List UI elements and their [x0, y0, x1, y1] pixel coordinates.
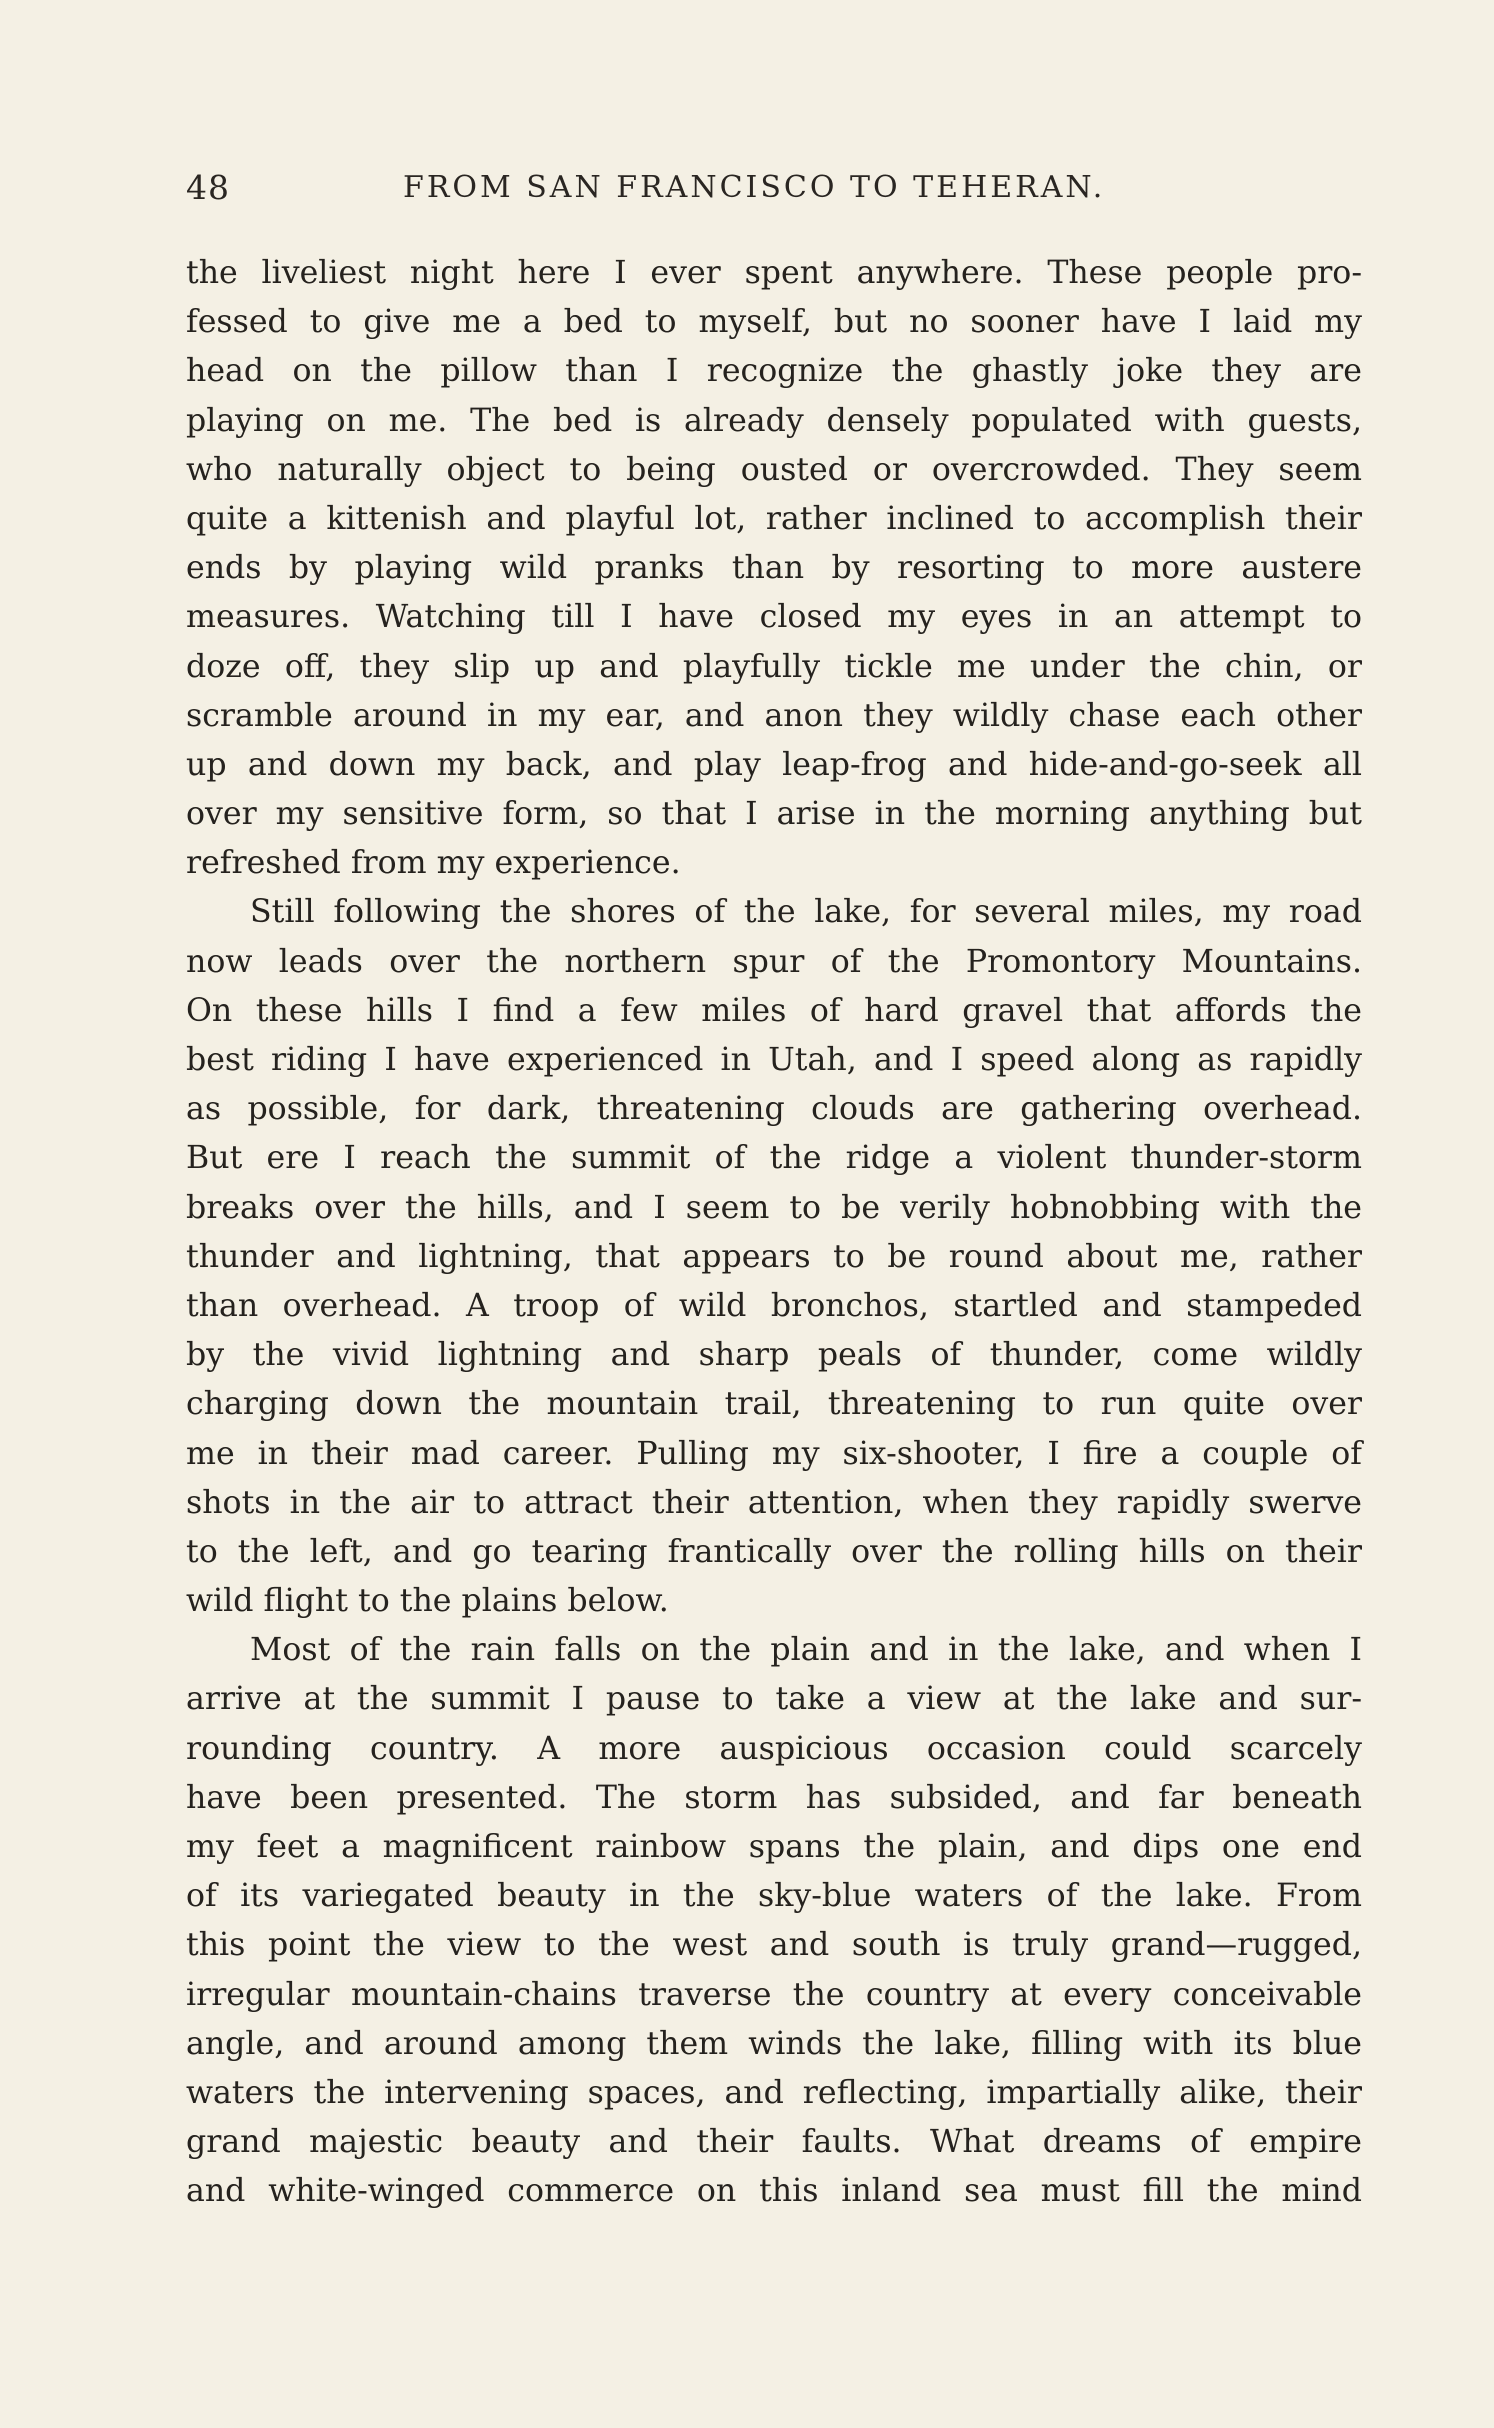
text-line: arrive at the summit I pause to take a view at the lake and sur- — [186, 1681, 1362, 1718]
text-line: up and down my back, and play leap-frog and hide-and-go-seek all — [186, 746, 1362, 783]
text-line: now leads over the northern spur of the Promontory Mountains. — [186, 943, 1362, 980]
text-line: ends by playing wild pranks than by resorting to more austere — [186, 550, 1362, 587]
text-line: as possible, for dark, threatening clouds are gathering overhead. — [186, 1091, 1362, 1128]
text-line: shots in the air to attract their attention, when they rapidly swerve — [186, 1484, 1362, 1521]
running-head: FROM SAN FRANCISCO TO TEHERAN. — [403, 170, 1106, 205]
text-line: refreshed from my experience. — [186, 845, 681, 882]
text-line: doze off, they slip up and playfully tickle me under the chin, or — [186, 648, 1362, 685]
text-line: playing on me. The bed is already densely populated with guests, — [186, 402, 1362, 439]
text-line: than overhead. A troop of wild bronchos, startled and stampeded — [186, 1287, 1362, 1324]
text-line: over my sensitive form, so that I arise in the morning anything but — [186, 796, 1362, 833]
text-line: Still following the shores of the lake, for several miles, my road — [250, 894, 1362, 931]
text-line: But ere I reach the summit of the ridge a violent thunder-storm — [186, 1140, 1362, 1177]
text-line: best riding I have experienced in Utah, and I speed along as rapidly — [186, 1042, 1362, 1078]
text-line: rounding country. A more auspicious occasion could scarcely — [186, 1730, 1362, 1767]
text-line: breaks over the hills, and I seem to be verily hobnobbing with the — [186, 1189, 1362, 1226]
text-line: my feet a magnificent rainbow spans the plain, and dips one end — [186, 1829, 1362, 1865]
text-line: by the vivid lightning and sharp peals of thunder, come wildly — [186, 1337, 1362, 1374]
paragraph — [186, 1626, 1362, 2216]
text-line: charging down the mountain trail, threatening to run quite over — [186, 1386, 1362, 1423]
text-line: Most of the rain falls on the plain and in the lake, and when I — [250, 1632, 1362, 1669]
text-line: me in their mad career. Pulling my six-shooter, I fire a couple of — [186, 1435, 1362, 1472]
body-text — [186, 249, 1362, 2217]
text-line: waters the intervening spaces, and reflecting, impartially alike, their — [186, 2074, 1362, 2111]
text-line: who naturally object to being ousted or overcrowded. They seem — [186, 451, 1362, 488]
page-number: 48 — [186, 168, 230, 207]
page-header — [186, 168, 1362, 218]
text-line: On these hills I find a few miles of hard gravel that affords the — [186, 992, 1362, 1029]
text-line: fessed to give me a bed to myself, but no sooner have I laid my — [186, 304, 1362, 341]
text-line: angle, and around among them winds the lake, filling with its blue — [186, 2025, 1362, 2062]
text-line: this point the view to the west and south is truly grand—rugged, — [186, 1927, 1362, 1964]
paragraph — [186, 249, 1362, 888]
paragraph — [186, 888, 1362, 1626]
text-line: head on the pillow than I recognize the ghastly joke they are — [186, 353, 1362, 390]
text-line: to the left, and go tearing frantically over the rolling hills on their — [186, 1533, 1362, 1570]
text-line: irregular mountain-chains traverse the country at every conceivable — [186, 1976, 1362, 2013]
text-line: thunder and lightning, that appears to be round about me, rather — [186, 1238, 1362, 1275]
text-line: wild flight to the plains below. — [186, 1583, 669, 1620]
text-line: and white-winged commerce on this inland sea must fill the mind — [186, 2173, 1362, 2210]
text-line: quite a kittenish and playful lot, rather inclined to accomplish their — [186, 500, 1362, 537]
text-line: of its variegated beauty in the sky-blue waters of the lake. From — [186, 1878, 1362, 1915]
text-line: measures. Watching till I have closed my eyes in an attempt to — [186, 599, 1362, 636]
text-line: grand majestic beauty and their faults. What dreams of empire — [186, 2124, 1362, 2161]
text-line: have been presented. The storm has subsided, and far beneath — [186, 1779, 1362, 1816]
text-line: the liveliest night here I ever spent anywhere. These people pro- — [186, 255, 1362, 291]
text-line: scramble around in my ear, and anon they wildly chase each other — [186, 697, 1362, 734]
